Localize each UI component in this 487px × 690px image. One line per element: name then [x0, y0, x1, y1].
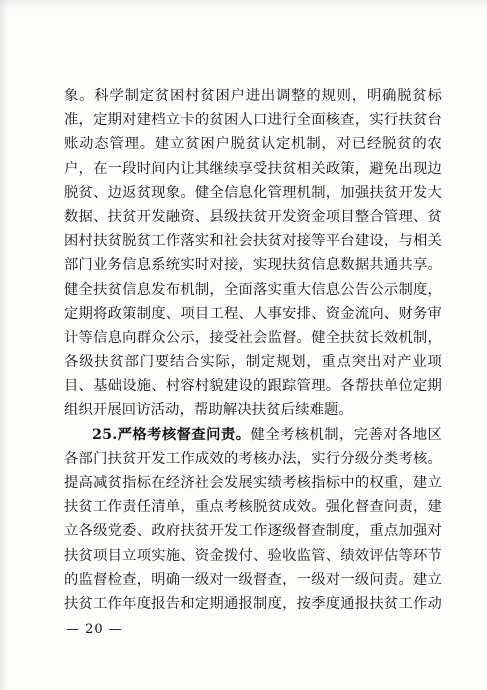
page-number: — 20 —	[66, 622, 123, 637]
text-line-content: 各部门扶贫开发工作成效的考核办法，实行分级分类考核。	[64, 450, 442, 467]
text-line-content: 立各级党委、政府扶贫开发工作逐级督查制度，重点加强对	[64, 523, 442, 540]
text-line-content: 账动态管理。建立贫困户脱贫认定机制，对已经脱贫的农	[64, 136, 442, 153]
text-line-content: 数据、扶贫开发融资、县级扶贫开发资金项目整合管理、贫	[64, 208, 442, 225]
text-line	[64, 471, 442, 495]
text-line-last	[64, 398, 442, 422]
text-line	[64, 326, 442, 350]
text-line	[64, 544, 442, 568]
text-line-content: 组织开展回访活动，帮助解决扶贫后续难题。	[64, 402, 353, 419]
text-line-content: 计等信息向群众公示，接受社会监督。健全扶贫长效机制，	[64, 329, 442, 346]
text-line-content: 提高减贫指标在经济社会发展实绩考核指标中的权重，建立	[64, 475, 442, 491]
text-line	[64, 132, 442, 156]
text-line-content: 准，定期对建档立卡的贫困人口进行全面核查，实行扶贫台	[64, 112, 442, 129]
text-line	[64, 519, 442, 543]
text-line-content: 部门业务信息系统实时对接，实现扶贫信息数据共通共享。	[64, 257, 442, 274]
text-line	[64, 568, 442, 592]
text-line	[64, 108, 442, 132]
text-line	[64, 229, 442, 253]
body-text	[64, 84, 442, 616]
text-line-content: 脱贫、边返贫现象。健全信息化管理机制，加强扶贫开发大	[64, 184, 442, 201]
section-heading: 25.严格考核督查问责。	[92, 426, 251, 443]
text-line	[64, 447, 442, 471]
text-line	[64, 84, 442, 108]
text-line	[64, 181, 442, 205]
text-line	[64, 374, 442, 398]
scan-shadow-left	[0, 0, 8, 690]
text-line	[64, 205, 442, 229]
text-line-content: 扶贫工作责任清单，重点考核脱贫成效。强化督查问责，建	[64, 499, 442, 516]
text-line	[64, 302, 442, 326]
text-line-content: 定期将政策制度、项目工程、人事安排、资金流向、财务审	[64, 305, 442, 322]
text-line	[64, 350, 442, 374]
text-line-content: 扶贫工作年度报告和定期通报制度，按季度通报扶贫工作动	[64, 595, 442, 612]
text-line-content: 户，在一段时间内让其继续享受扶贫相关政策，避免出现边	[64, 160, 442, 177]
text-line	[64, 495, 442, 519]
text-line	[64, 253, 442, 277]
text-line-content: 的监督检查，明确一级对一级督查，一级对一级问责。建立	[64, 571, 442, 588]
text-line-content: 目、基础设施、村容村貌建设的跟踪管理。各帮扶单位定期	[64, 378, 442, 395]
section-heading-line	[64, 423, 442, 447]
text-line	[64, 278, 442, 302]
text-line-content: 象。科学制定贫困村贫困户进出调整的规则，明确脱贫标	[64, 88, 442, 104]
text-line-content: 困村扶贫脱贫工作落实和社会扶贫对接等平台建设，与相关	[64, 233, 442, 250]
text-line-content: 健全扶贫信息发布机制，全面落实重大信息公告公示制度，	[64, 281, 442, 298]
text-line-content: 各级扶贫部门要结合实际，制定规划，重点突出对产业项	[64, 354, 442, 371]
text-line-content: 健全考核机制，完善对各地区	[250, 426, 442, 443]
text-line-content: 扶贫项目立项实施、资金拨付、验收监管、绩效评估等环节	[64, 547, 442, 564]
text-line	[64, 157, 442, 181]
text-line	[64, 592, 442, 616]
scan-shadow-top	[0, 0, 487, 10]
